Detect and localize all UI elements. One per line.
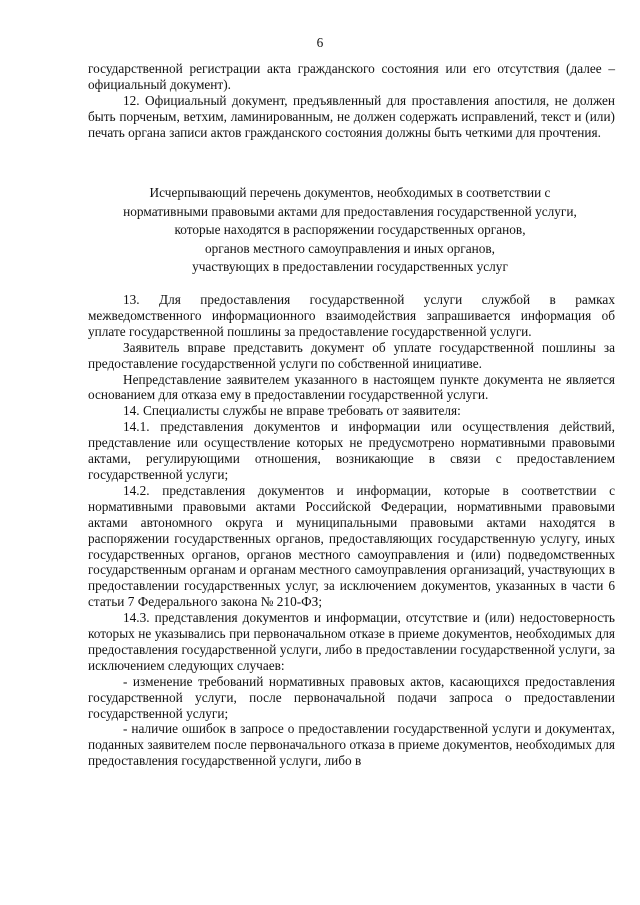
paragraph-14: 14. Специалисты службы не вправе требовать от заявителя:: [123, 403, 461, 419]
section-heading-line-4: органов местного самоуправления и иных органов,: [205, 241, 495, 256]
paragraph-13: 13. Для предоставления государственной услуги службой в рамках межведомственного информационного взаимодействия запрашивается информация об уплате государственной пошлины за предоставление государственной услуги.: [88, 292, 615, 339]
section-heading-line-3: которые находятся в распоряжении государственных органов,: [174, 222, 526, 237]
paragraph-continuation: государственной регистрации акта гражданского состояния или его отсутствия (далее – официальный документ).: [88, 61, 615, 92]
top-text-block: [88, 61, 615, 141]
section-heading-line-1: Исчерпывающий перечень документов, необходимых в соответствии с: [149, 185, 551, 200]
paragraph-14-2: 14.2. представления документов и информации, которые в соответствии с нормативными правовыми актами Российской Федерации, нормативными правовыми актами автономного округа и муниципальными правовыми актами находятся в распоряжении государственных органов, предоставляющих государственную услугу, иных государственных органов, органов местного самоуправления и (или) подведомственных государственным органам и органам местного самоуправления организаций, участвующих в предоставлении государственных услуг, за исключением документов, указанных в части 6 статьи 7 Федерального закона № 210-ФЗ;: [88, 482, 615, 610]
section-heading-line-5: участвующих в предоставлении государственных услуг: [192, 259, 508, 274]
paragraph-14-3: 14.3. представления документов и информации, отсутствие и (или) недостоверность которых не указывались при первоначальном отказе в приеме документов, необходимых для предоставления государственной услуги, либо в предоставлении государственной услуги, за исключением следующих случаев:: [88, 610, 615, 673]
paragraph-14-1: 14.1. представления документов и информации или осуществления действий, представление или осуществление которых не предусмотрено нормативными правовыми актами, регулирующими отношения, возникающие в связи с предоставлением государственной услуги;: [88, 419, 615, 482]
list-item-errors-in-request: - наличие ошибок в запросе о предоставлении государственной услуги и документах, поданных заявителем после первоначального отказа в приеме документов, необходимых для предоставления государственной услуги, либо в: [88, 721, 615, 769]
page-number: 6: [316, 35, 324, 50]
main-text-block: [88, 292, 615, 769]
paragraph-non-submission: Непредставление заявителем указанного в настоящем пункте документа не является основанием для отказа ему в предоставлении государственной услуги.: [88, 371, 615, 403]
list-item-requirements-change: - изменение требований нормативных правовых актов, касающихся предоставления государственной услуги, после первоначальной подачи запроса о предоставлении государственной услуги;: [88, 673, 615, 721]
section-heading-line-2: нормативными правовыми актами для предоставления государственной услуги,: [123, 204, 577, 219]
paragraph-applicant-right: Заявитель вправе представить документ об уплате государственной пошлины за предоставление государственной услуги по собственной инициативе.: [88, 339, 615, 371]
paragraph-12: 12. Официальный документ, предъявленный для проставления апостиля, не должен быть порченым, ветхим, ламинированным, не должен содержать исправлений, текст и (или) печать органа записи актов гражданского состояния должны быть четкими для прочтения.: [88, 92, 615, 140]
